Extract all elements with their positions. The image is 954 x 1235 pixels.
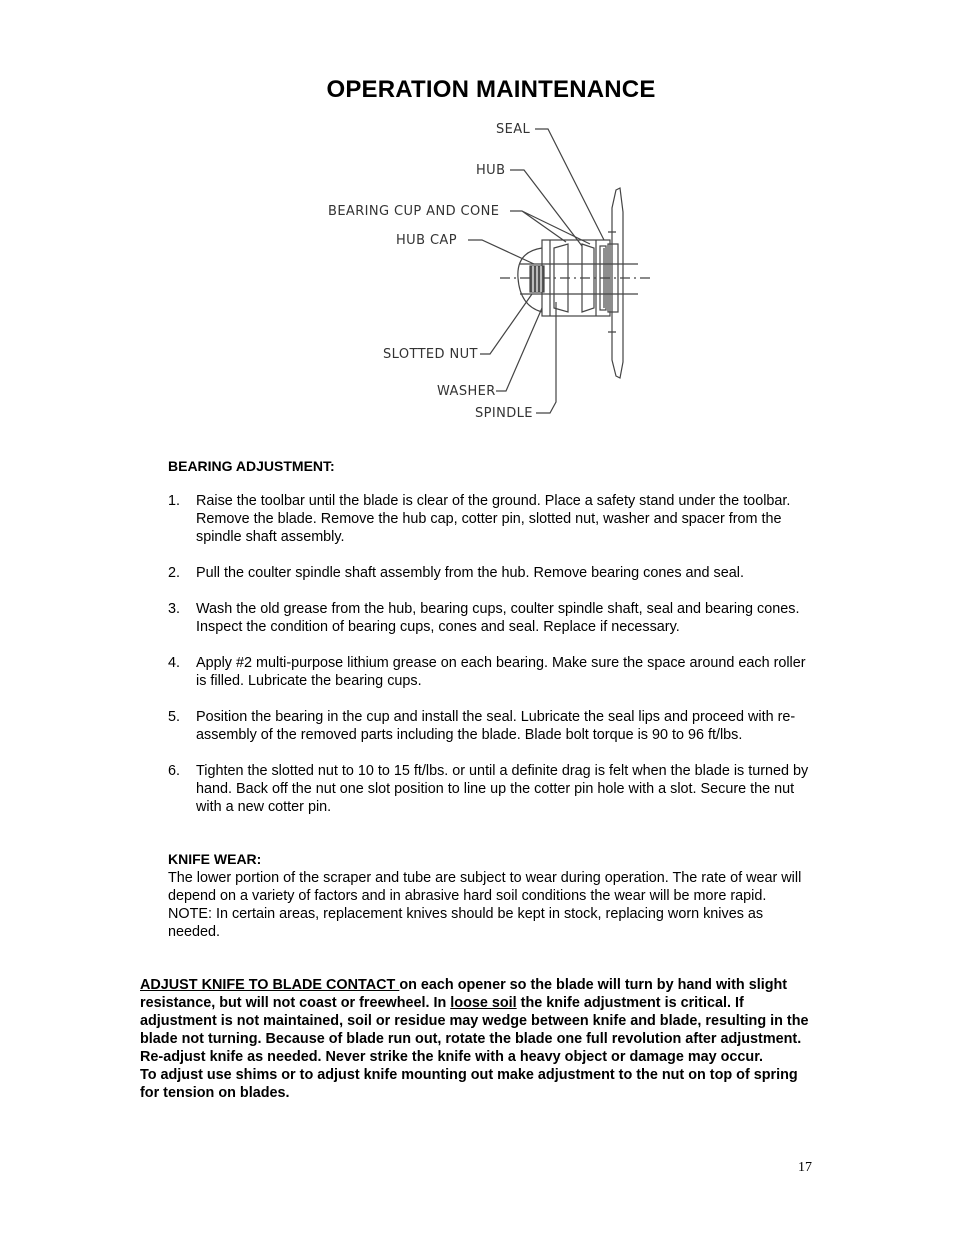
step-number: 5. [168, 709, 181, 725]
step-4 [168, 654, 818, 690]
label-slotted-nut: SLOTTED NUT [383, 347, 478, 362]
knife-wear-body [168, 869, 808, 941]
step-text: Wash the old grease from the hub, bearing cups, coulter spindle shaft, seal and bearing cones. Inspect the condition of bearing cups, cones and seal. Replace if necessary. [196, 601, 800, 635]
label-spindle: SPINDLE [475, 406, 533, 421]
bearing-adjustment-heading: BEARING ADJUSTMENT: [168, 458, 335, 474]
page-title: OPERATION MAINTENANCE [326, 76, 656, 104]
knife-wear-note: NOTE: In certain areas, replacement knives should be kept in stock, replacing worn knives as needed. [168, 906, 764, 940]
adjust-knife-text-2: the knife adjustment is critical. If adjustment is not maintained, soil or residue may wedge between knife and blade, resulting in the blade not turning. Because of blade run out, rotate the blade one full revolution after adjustment. Re-adjust knife as needed. Never strike the knife with a heavy object or damage may occur. [140, 995, 809, 1065]
step-3 [168, 600, 818, 636]
loose-soil-term: loose soil [450, 995, 517, 1011]
step-text: Apply #2 multi-purpose lithium grease on each bearing. Make sure the space around each roller is filled. Lubricate the bearing cups. [196, 655, 806, 689]
step-number: 6. [168, 763, 181, 779]
step-text: Raise the toolbar until the blade is clear of the ground. Place a safety stand under the toolbar. Remove the blade. Remove the hub cap, cotter pin, slotted nut, washer and spacer from the spindle shaft assembly. [196, 493, 791, 545]
label-bearing-cup-and-cone: BEARING CUP AND CONE [328, 204, 500, 219]
step-number: 4. [168, 655, 181, 671]
step-number: 3. [168, 601, 181, 617]
bearing-adjustment-steps [168, 492, 818, 834]
step-6 [168, 762, 818, 816]
label-washer: WASHER [437, 384, 496, 399]
adjust-knife-text-1: on each opener so the blade will turn by hand with slight resistance, but will not coast or freewheel. In [140, 977, 788, 1011]
adjust-knife-shims-paragraph: To adjust use shims or to adjust knife mounting out make adjustment to the nut on top of spring for tension on blades. [140, 1067, 798, 1101]
adjust-knife-lead: ADJUST KNIFE TO BLADE CONTACT [140, 977, 400, 993]
knife-wear-paragraph: The lower portion of the scraper and tube are subject to wear during operation. The rate of wear will depend on a variety of factors and in abrasive hard soil conditions the wear will be more rapid. [168, 870, 802, 904]
step-number: 2. [168, 565, 181, 581]
label-hub-cap: HUB CAP [396, 233, 457, 248]
step-text: Position the bearing in the cup and install the seal. Lubricate the seal lips and proceed with re-assembly of the removed parts including the blade. Blade bolt torque is 90 to 96 ft/lbs. [196, 709, 796, 743]
step-1 [168, 492, 818, 546]
knife-wear-heading: KNIFE WEAR: [168, 851, 262, 867]
step-2 [168, 564, 818, 582]
adjust-knife-instructions [140, 976, 815, 1102]
step-5 [168, 708, 818, 744]
label-seal: SEAL [496, 122, 531, 137]
step-text: Pull the coulter spindle shaft assembly from the hub. Remove bearing cones and seal. [196, 565, 744, 581]
step-number: 1. [168, 493, 181, 509]
adjust-knife-paragraph [140, 976, 815, 1066]
page-number: 17 [798, 1160, 812, 1175]
step-text: Tighten the slotted nut to 10 to 15 ft/lbs. or until a definite drag is felt when the blade is turned by hand. Back off the nut one slot position to line up the cotter pin hole with a slot. Secure the nut with a new cotter pin. [196, 763, 809, 815]
hub-assembly-diagram [320, 112, 660, 428]
label-hub: HUB [476, 163, 506, 178]
